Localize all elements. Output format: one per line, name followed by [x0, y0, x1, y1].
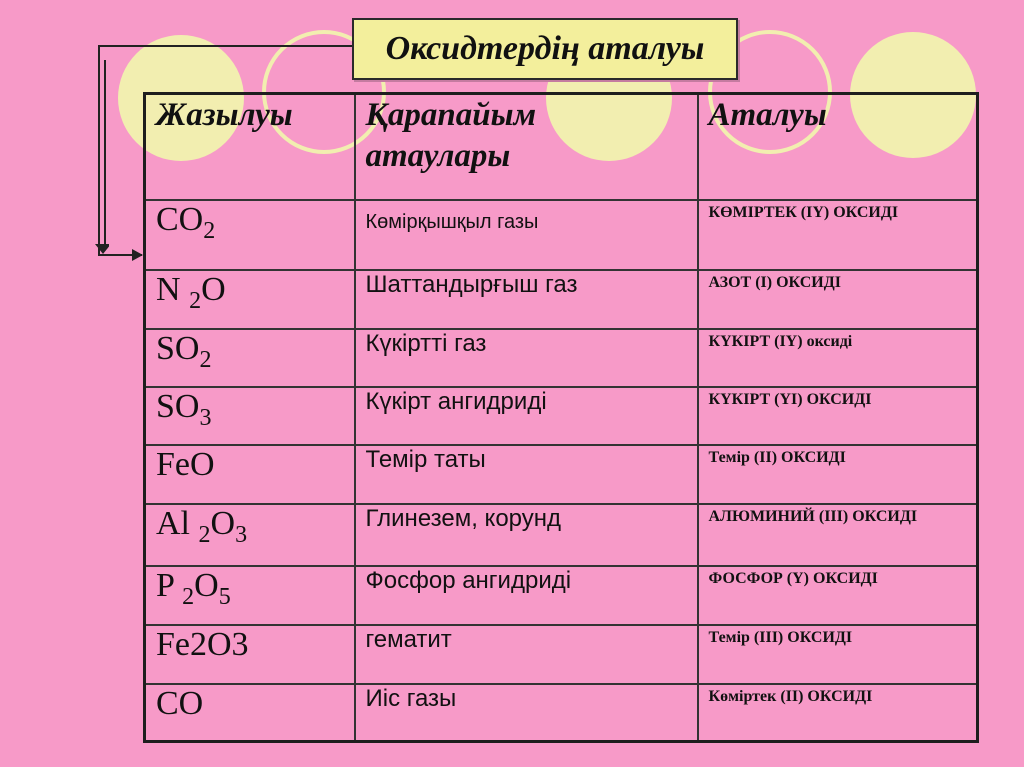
formula-cell [145, 329, 355, 387]
formula-subscript: 3 [199, 404, 212, 431]
formula-cell [145, 200, 355, 270]
formula-text: P [156, 566, 183, 604]
formula-subscript: 5 [218, 583, 231, 610]
systematic-name-cell: АЛЮМИНИЙ (III) ОКСИДІ [698, 504, 978, 566]
common-name-cell: Күкіртті газ [355, 329, 698, 387]
formula-text: O [210, 504, 236, 542]
systematic-name-cell: КҮКІРТ (IY) оксиді [698, 329, 978, 387]
formula-cell [145, 270, 355, 329]
table-header-row [145, 94, 978, 200]
arrow-down-icon [95, 244, 109, 258]
systematic-name-cell: АЗОТ (I) ОКСИДІ [698, 270, 978, 329]
header-common-name: Қарапайым атаулары [355, 94, 698, 200]
common-name-cell: Шаттандырғыш газ [355, 270, 698, 329]
formula-text: Fe2O3 [156, 625, 249, 663]
formula-text: FeO [156, 445, 215, 483]
formula-cell [145, 684, 355, 742]
systematic-name-cell: КҮКІРТ (YI) ОКСИДІ [698, 387, 978, 445]
table-row [145, 504, 978, 566]
table-row [145, 625, 978, 684]
systematic-name-cell: Темір (III) ОКСИДІ [698, 625, 978, 684]
page-title: Оксидтердің аталуы [352, 18, 738, 80]
header-formula: Жазылуы [145, 94, 355, 200]
formula-text: O [194, 566, 219, 604]
formula-text: O [201, 270, 226, 308]
common-name-cell: Фосфор ангидриді [355, 566, 698, 625]
systematic-name-cell: Көміртек (II) ОКСИДІ [698, 684, 978, 742]
formula-text: CO [156, 684, 204, 722]
connector-top-line [98, 45, 354, 47]
formula-subscript: 2 [203, 217, 216, 244]
oxides-table [143, 92, 979, 743]
formula-text: CO [156, 200, 204, 238]
common-name-cell: Темір таты [355, 445, 698, 504]
formula-subscript: 2 [189, 287, 202, 314]
common-name-cell: Иіс газы [355, 684, 698, 742]
connector-left-line [98, 45, 100, 255]
common-name-cell: Глинезем, корунд [355, 504, 698, 566]
table-row [145, 270, 978, 329]
formula-cell [145, 504, 355, 566]
header-systematic-name: Аталуы [698, 94, 978, 200]
formula-subscript: 2 [182, 583, 195, 610]
table-row [145, 387, 978, 445]
formula-text: Al [156, 504, 199, 542]
formula-text: SO [156, 329, 200, 367]
formula-cell [145, 566, 355, 625]
table-row [145, 566, 978, 625]
common-name-cell: Көмірқышқыл газы [355, 200, 698, 270]
connector-inner-line [104, 60, 106, 250]
table-row [145, 445, 978, 504]
formula-cell [145, 387, 355, 445]
formula-text: SO [156, 387, 200, 425]
table-row [145, 200, 978, 270]
systematic-name-cell: ФОСФОР (Y) ОКСИДІ [698, 566, 978, 625]
formula-subscript: 2 [198, 521, 211, 548]
common-name-cell: гематит [355, 625, 698, 684]
systematic-name-cell: КӨМІРТЕК (IY) ОКСИДІ [698, 200, 978, 270]
formula-text: N [156, 270, 190, 308]
systematic-name-cell: Темір (II) ОКСИДІ [698, 445, 978, 504]
common-name-cell: Күкірт ангидриді [355, 387, 698, 445]
table-row [145, 329, 978, 387]
formula-cell [145, 625, 355, 684]
formula-subscript: 3 [235, 521, 248, 548]
table-row [145, 684, 978, 742]
formula-subscript: 2 [199, 346, 212, 373]
formula-cell [145, 445, 355, 504]
